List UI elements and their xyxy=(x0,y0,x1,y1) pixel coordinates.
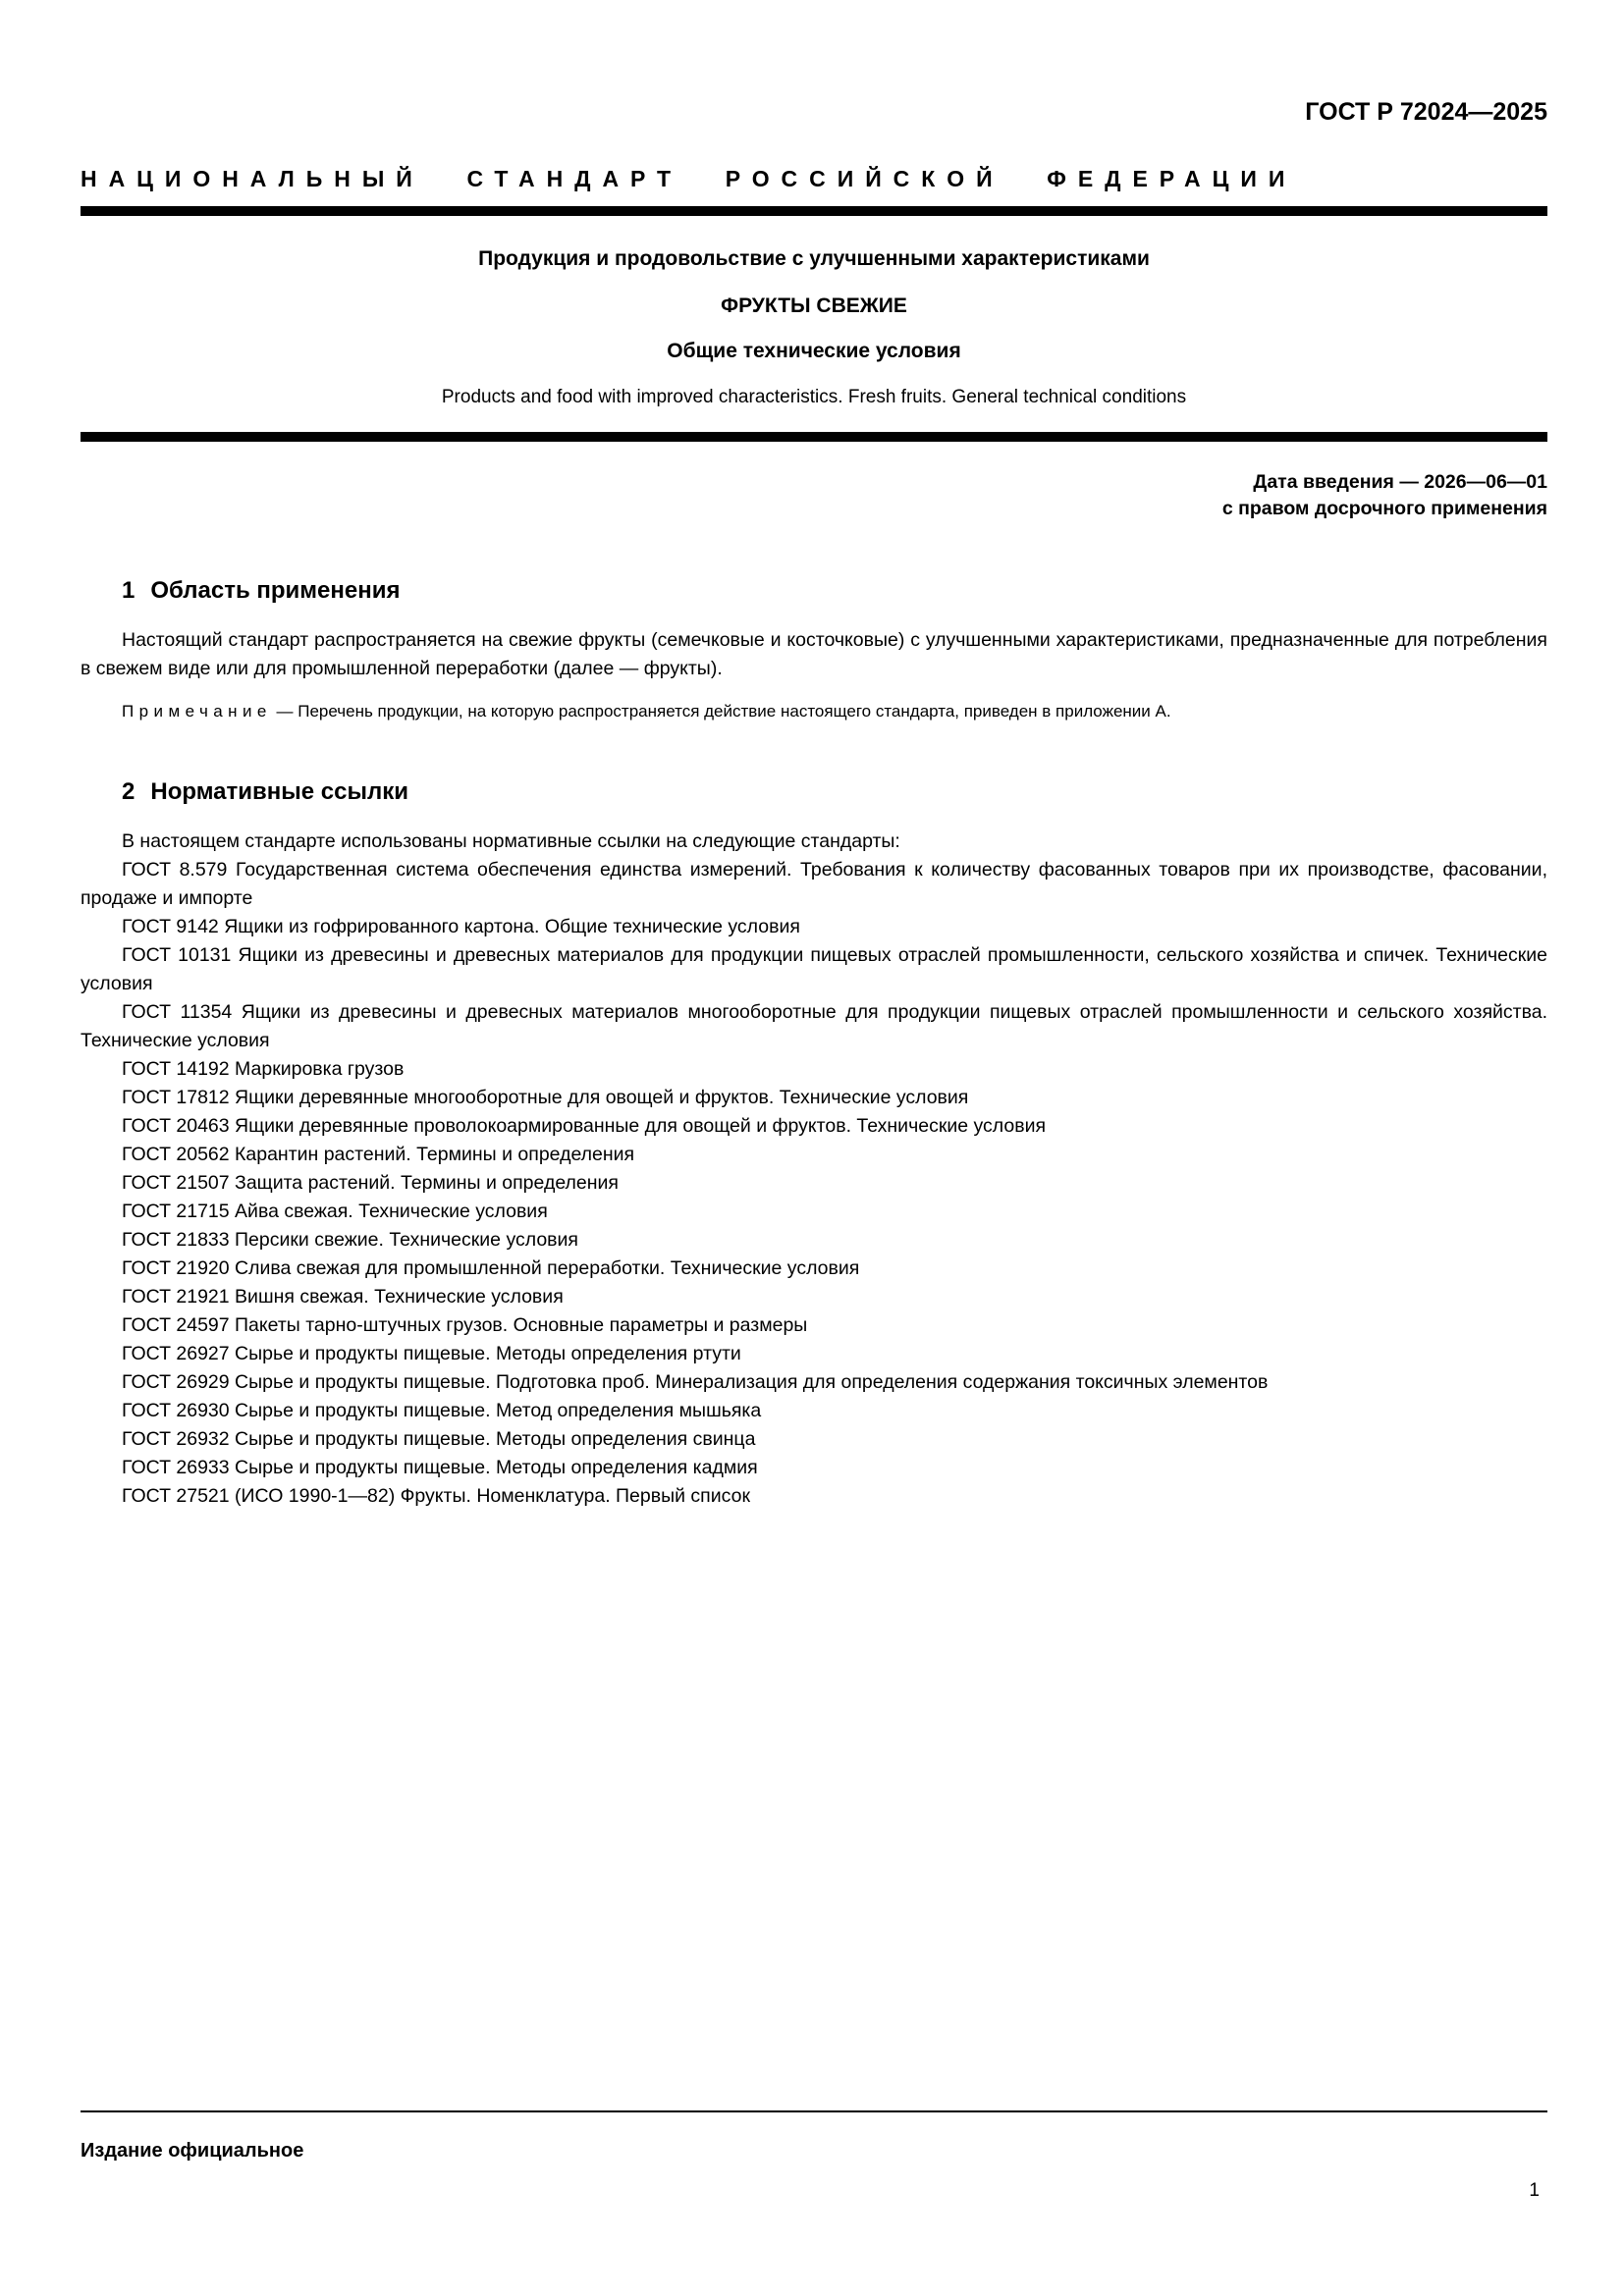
reference-item: ГОСТ 26927 Сырье и продукты пищевые. Методы определения ртути xyxy=(122,1343,741,1364)
section-2-number: 2 xyxy=(122,778,135,805)
section-1-number: 1 xyxy=(122,577,135,604)
reference-item: ГОСТ 21715 Айва свежая. Технические условия xyxy=(122,1201,548,1222)
reference-item: ГОСТ 17812 Ящики деревянные многооборотные для овощей и фруктов. Технические условия xyxy=(122,1087,969,1108)
page-content xyxy=(81,0,1547,1511)
effective-date-block xyxy=(81,469,1547,522)
section-2-intro: В настоящем стандарте использованы нормативные ссылки на следующие стандарты: xyxy=(122,830,900,852)
note-text: — Перечень продукции, на которую распространяется действие настоящего стандарта, приведен в приложении А. xyxy=(271,702,1171,721)
reference-item: ГОСТ 14192 Маркировка грузов xyxy=(122,1058,405,1080)
reference-item: ГОСТ 21921 Вишня свежая. Технические условия xyxy=(122,1286,564,1308)
reference-item: ГОСТ 11354 Ящики из древесины и древесных материалов многооборотные для продукции пищевых отраслей промышленности и сельского хозяйства. Технические условия xyxy=(81,1001,1547,1051)
effective-date-line1: Дата введения — 2026—06—01 xyxy=(1253,471,1547,493)
title-subject: Продукция и продовольствие с улучшенными характеристиками xyxy=(478,247,1150,270)
reference-item: ГОСТ 9142 Ящики из гофрированного картона. Общие технические условия xyxy=(122,916,800,937)
reference-item: ГОСТ 8.579 Государственная система обеспечения единства измерений. Требования к количеству фасованных товаров при их производстве, фасовании, продаже и импорте xyxy=(81,859,1547,909)
page-footer xyxy=(81,2110,1547,2202)
section-2-title: Нормативные ссылки xyxy=(150,778,408,805)
doc-number: ГОСТ Р 72024—2025 xyxy=(1305,98,1547,126)
reference-item: ГОСТ 27521 (ИСО 1990-1—82) Фрукты. Номенклатура. Первый список xyxy=(122,1485,750,1507)
section-1-title: Область применения xyxy=(150,577,401,604)
title-name: ФРУКТЫ СВЕЖИЕ xyxy=(721,294,907,317)
divider-bar-top xyxy=(81,206,1547,216)
reference-item: ГОСТ 20562 Карантин растений. Термины и определения xyxy=(122,1144,635,1165)
section-1-note xyxy=(81,699,1547,723)
title-subtitle: Общие технические условия xyxy=(667,340,961,362)
section-1-paragraph: Настоящий стандарт распространяется на свежие фрукты (семечковые и косточковые) с улучшенными характеристиками, предназначенные для потребления в свежем виде или для промышленной переработки (далее — фрукты). xyxy=(81,629,1547,679)
section-1-heading xyxy=(81,577,1547,605)
reference-item: ГОСТ 26929 Сырье и продукты пищевые. Подготовка проб. Минерализация для определения содержания токсичных элементов xyxy=(122,1371,1269,1393)
reference-item: ГОСТ 21920 Слива свежая для промышленной переработки. Технические условия xyxy=(122,1257,860,1279)
reference-item: ГОСТ 10131 Ящики из древесины и древесных материалов для продукции пищевых отраслей промышленности, сельского хозяйства и спичек. Технические условия xyxy=(81,944,1547,994)
divider-bar-bottom xyxy=(81,432,1547,442)
edition-label: Издание официальное xyxy=(81,2140,304,2162)
reference-item: ГОСТ 26930 Сырье и продукты пищевые. Метод определения мышьяка xyxy=(122,1400,762,1421)
reference-item: ГОСТ 21507 Защита растений. Термины и определения xyxy=(122,1172,619,1194)
title-block xyxy=(81,247,1547,408)
reference-item: ГОСТ 26932 Сырье и продукты пищевые. Методы определения свинца xyxy=(122,1428,756,1450)
footer-rule xyxy=(81,2110,1547,2112)
effective-date-line2: с правом досрочного применения xyxy=(1221,498,1547,519)
reference-item: ГОСТ 26933 Сырье и продукты пищевые. Методы определения кадмия xyxy=(122,1457,758,1478)
reference-item: ГОСТ 24597 Пакеты тарно-штучных грузов. Основные параметры и размеры xyxy=(122,1314,808,1336)
standard-type-heading: НАЦИОНАЛЬНЫЙ СТАНДАРТ РОССИЙСКОЙ ФЕДЕРАЦИИ xyxy=(81,166,1297,191)
page-number: 1 xyxy=(1529,2180,1540,2201)
title-english: Products and food with improved characteristics. Fresh fruits. General technical conditions xyxy=(441,387,1187,407)
note-label: Примечание xyxy=(122,702,272,721)
reference-item: ГОСТ 21833 Персики свежие. Технические условия xyxy=(122,1229,578,1251)
reference-item: ГОСТ 20463 Ящики деревянные проволокоармированные для овощей и фруктов. Технические условия xyxy=(122,1115,1047,1137)
section-2-heading xyxy=(81,778,1547,806)
references-list xyxy=(81,856,1547,1511)
